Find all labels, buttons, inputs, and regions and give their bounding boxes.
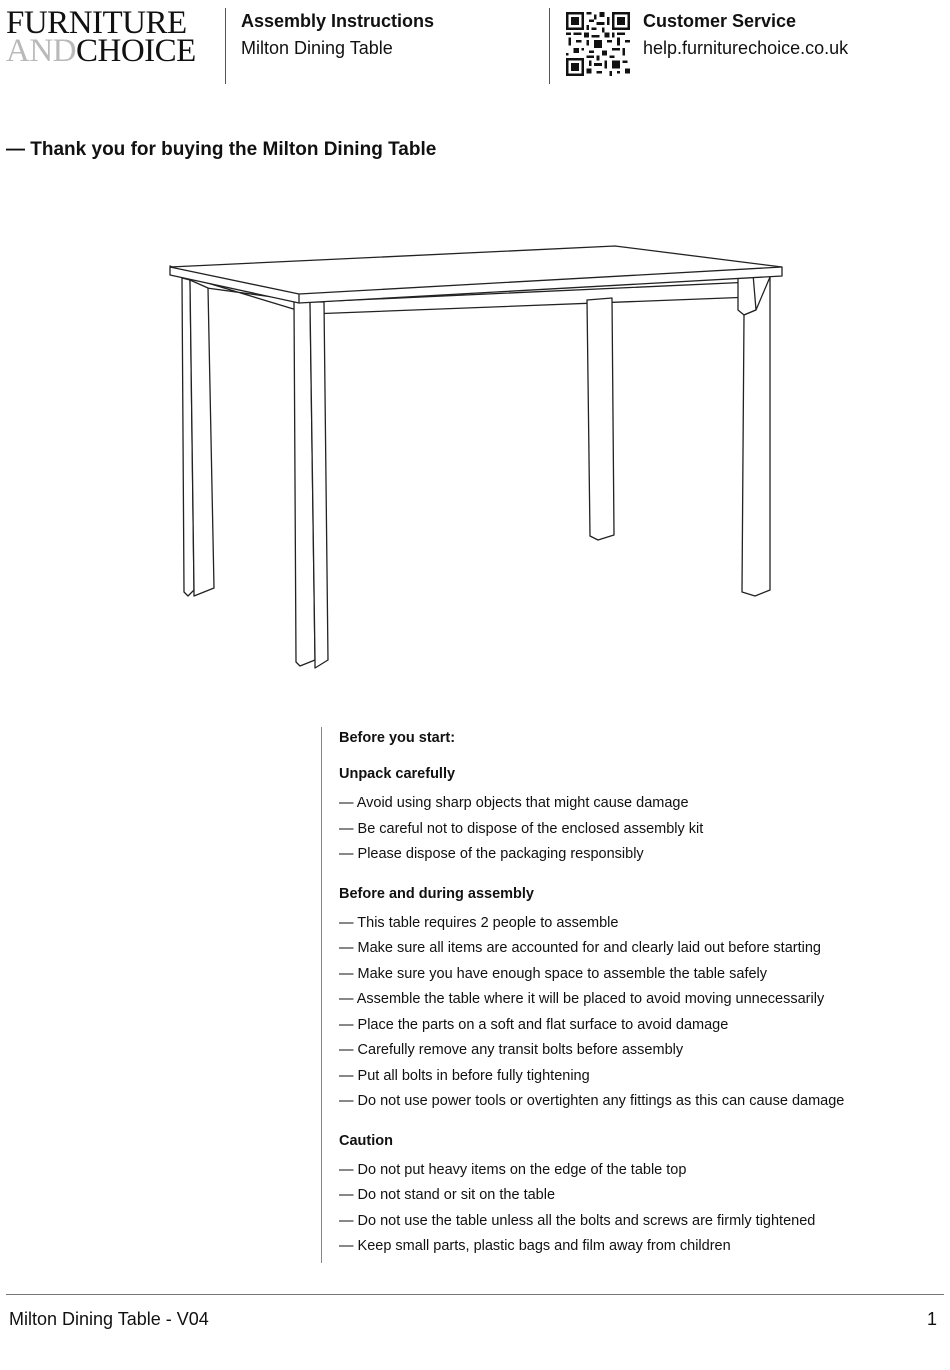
list-item: — Put all bolts in before fully tightening [339, 1067, 590, 1084]
before-you-start-label: Before you start: [339, 730, 456, 746]
notes-left-rule [321, 727, 322, 1263]
assembly-list [339, 911, 939, 1115]
list-item: — Avoid using sharp objects that might cause damage [339, 795, 689, 811]
assembly-instructions-title: Assembly Instructions [241, 11, 435, 31]
list-item: — Keep small parts, plastic bags and film away from children [339, 1238, 731, 1254]
logo-line-andchoice [6, 33, 196, 69]
list-item: — This table requires 2 people to assemble [339, 914, 619, 931]
logo-word-choice: CHOICE [76, 33, 196, 69]
product-name: Milton Dining Table [241, 38, 393, 58]
header-divider-left [225, 8, 226, 84]
list-item: — Do not stand or sit on the table [339, 1187, 556, 1203]
list-item: — Make sure you have enough space to assemble the table safely [339, 965, 768, 982]
furniture-choice-logo [6, 5, 206, 69]
list-item: — Make sure all items are accounted for and clearly laid out before starting [339, 940, 821, 956]
qr-code-icon [566, 12, 630, 76]
dining-table-illustration [150, 230, 800, 690]
list-item: — Please dispose of the packaging responsibly [339, 846, 644, 862]
customer-service-title: Customer Service [643, 11, 797, 31]
list-item: — Carefully remove any transit bolts before assembly [339, 1042, 684, 1058]
list-item: — Do not use power tools or overtighten any fittings as this can cause damage [339, 1093, 845, 1109]
intro-heading: — Thank you for buying the Milton Dining Table [6, 139, 437, 160]
logo-word-and: AND [6, 33, 76, 69]
list-item: — Assemble the table where it will be placed to avoid moving unnecessarily [339, 991, 825, 1007]
section-heading: Caution [339, 1132, 393, 1149]
section-heading: Unpack carefully [339, 766, 456, 782]
header-divider-right [549, 8, 550, 84]
footer-divider [6, 1294, 944, 1295]
page-number: 1 [926, 1309, 937, 1329]
footer-document-label: Milton Dining Table - V04 [9, 1309, 209, 1329]
caution-list [339, 1158, 939, 1260]
list-item: — Do not put heavy items on the edge of the table top [339, 1161, 687, 1178]
list-item: — Be careful not to dispose of the enclosed assembly kit [339, 820, 704, 837]
list-item: — Do not use the table unless all the bolts and screws are firmly tightened [339, 1212, 816, 1229]
list-item: — Place the parts on a soft and flat surface to avoid damage [339, 1016, 729, 1033]
unpack-list [339, 791, 939, 868]
logo-line-furniture: FURNITURE [6, 5, 187, 41]
before-you-start-notes [339, 728, 939, 1260]
section-heading: Before and during assembly [339, 885, 534, 902]
customer-service-url[interactable]: help.furniturechoice.co.uk [643, 38, 849, 58]
